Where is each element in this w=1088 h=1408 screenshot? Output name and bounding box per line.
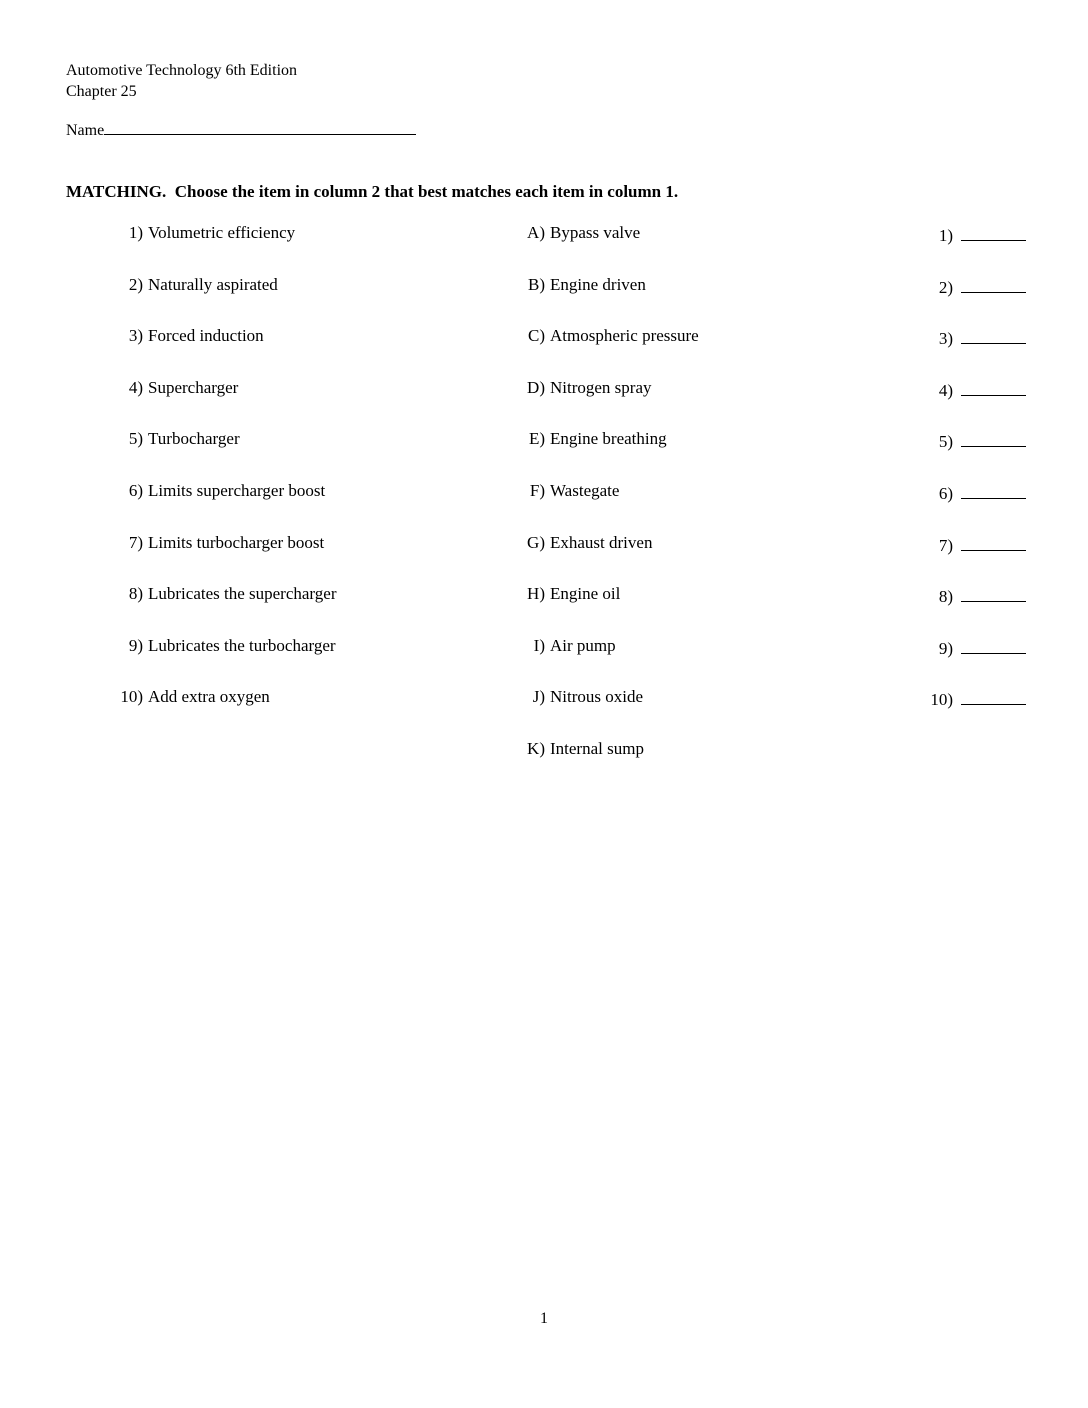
- column1-item: [98, 533, 324, 553]
- item-text: Add extra oxygen: [148, 687, 270, 707]
- option-text: Engine oil: [550, 584, 621, 604]
- option-text: Engine breathing: [550, 429, 667, 449]
- column1-item: [98, 481, 325, 501]
- answer-blank-field[interactable]: [961, 223, 1026, 241]
- option-text: Wastegate: [550, 480, 620, 500]
- matching-rows: [0, 221, 1088, 789]
- column2-option: [505, 378, 652, 398]
- column2-option: [505, 481, 619, 501]
- item-text: Limits supercharger boost: [148, 480, 326, 500]
- answer-number: 7): [938, 535, 953, 555]
- column1-item: [98, 326, 264, 346]
- answer-blank-field[interactable]: [961, 533, 1026, 551]
- answer-number: 6): [938, 483, 953, 503]
- column1-item: [98, 223, 295, 243]
- option-letter: C): [528, 326, 545, 346]
- column1-item: [98, 584, 337, 604]
- answer-blank-field[interactable]: [961, 481, 1026, 499]
- name-row: [66, 118, 416, 140]
- answer-slot: [880, 687, 1026, 710]
- answer-number: 10): [930, 690, 953, 710]
- name-blank-field[interactable]: [104, 118, 416, 135]
- matching-row: [0, 479, 1088, 531]
- matching-row: [0, 324, 1088, 376]
- column2-option: [505, 636, 616, 656]
- column1-item: [98, 636, 336, 656]
- item-number: 3): [128, 326, 143, 346]
- item-number: 7): [128, 532, 143, 552]
- column1-item: [98, 429, 240, 449]
- answer-slot: [880, 481, 1026, 504]
- item-number: 5): [128, 429, 143, 449]
- item-number: 8): [128, 584, 143, 604]
- matching-row: [0, 634, 1088, 686]
- matching-row: [0, 685, 1088, 737]
- answer-slot: [880, 223, 1026, 246]
- matching-row: [0, 376, 1088, 428]
- answer-number: 8): [938, 587, 953, 607]
- item-text: Lubricates the supercharger: [148, 584, 337, 604]
- column1-item: [98, 275, 278, 295]
- answer-number: 3): [938, 329, 953, 349]
- answer-number: 5): [938, 432, 953, 452]
- answer-number: 4): [938, 380, 953, 400]
- option-letter: F): [529, 480, 545, 500]
- answer-blank-field[interactable]: [961, 275, 1026, 293]
- column2-option: [505, 223, 640, 243]
- name-label: Name: [66, 122, 105, 139]
- option-text: Air pump: [550, 635, 616, 655]
- answer-blank-field[interactable]: [961, 584, 1026, 602]
- document-title: Automotive Technology 6th Edition: [66, 62, 298, 79]
- option-letter: E): [528, 429, 545, 449]
- matching-row: [0, 273, 1088, 325]
- column2-option: [505, 326, 699, 346]
- item-number: 9): [128, 635, 143, 655]
- column2-option: [505, 584, 620, 604]
- option-letter: I): [533, 635, 545, 655]
- matching-row: [0, 737, 1088, 789]
- item-text: Forced induction: [148, 326, 264, 346]
- item-text: Supercharger: [148, 377, 239, 397]
- answer-blank-field[interactable]: [961, 326, 1026, 344]
- option-letter: D): [527, 377, 545, 397]
- answer-slot: [880, 636, 1026, 659]
- matching-row: [0, 221, 1088, 273]
- answer-blank-field[interactable]: [961, 687, 1026, 705]
- answer-blank-field[interactable]: [961, 636, 1026, 654]
- option-text: Engine driven: [550, 274, 646, 294]
- matching-instructions: MATCHING. Choose the item in column 2 that best matches each item in column 1.: [66, 182, 679, 201]
- column2-option: [505, 687, 643, 707]
- matching-row: [0, 531, 1088, 583]
- item-number: 10): [120, 687, 143, 707]
- column2-option: [505, 739, 644, 759]
- option-text: Exhaust driven: [550, 532, 653, 552]
- item-text: Lubricates the turbocharger: [148, 635, 336, 655]
- matching-row: [0, 582, 1088, 634]
- chapter-label: Chapter 25: [66, 83, 137, 100]
- answer-number: 9): [938, 638, 953, 658]
- option-letter: B): [528, 274, 545, 294]
- option-text: Nitrous oxide: [550, 687, 644, 707]
- answer-number: 1): [938, 226, 953, 245]
- item-number: 6): [128, 480, 143, 500]
- matching-row: [0, 427, 1088, 479]
- option-text: Nitrogen spray: [550, 377, 652, 397]
- column2-option: [505, 533, 652, 553]
- option-text: Bypass valve: [550, 223, 641, 242]
- column2-option: [505, 429, 667, 449]
- column2-option: [505, 275, 646, 295]
- answer-slot: [880, 533, 1026, 556]
- answer-slot: [880, 429, 1026, 452]
- answer-slot: [880, 378, 1026, 401]
- answer-slot: [880, 584, 1026, 607]
- option-letter: A): [527, 223, 545, 242]
- answer-blank-field[interactable]: [961, 378, 1026, 396]
- document-header: [66, 60, 297, 102]
- column1-item: [98, 687, 270, 707]
- item-text: Volumetric efficiency: [148, 223, 296, 242]
- option-letter: H): [527, 584, 545, 604]
- answer-slot: [880, 275, 1026, 298]
- item-number: 2): [128, 274, 143, 294]
- item-text: Turbocharger: [148, 429, 240, 449]
- option-text: Atmospheric pressure: [550, 326, 699, 346]
- answer-blank-field[interactable]: [961, 429, 1026, 447]
- item-text: Naturally aspirated: [148, 274, 278, 294]
- column1-item: [98, 378, 238, 398]
- item-number: 4): [128, 377, 143, 397]
- answer-slot: [880, 326, 1026, 349]
- option-text: Internal sump: [550, 738, 644, 758]
- option-letter: K): [527, 738, 545, 758]
- item-number: 1): [128, 223, 143, 242]
- answer-number: 2): [938, 277, 953, 297]
- page-number: 1: [540, 1310, 548, 1327]
- option-letter: G): [527, 532, 545, 552]
- option-letter: J): [532, 687, 545, 707]
- item-text: Limits turbocharger boost: [148, 532, 325, 552]
